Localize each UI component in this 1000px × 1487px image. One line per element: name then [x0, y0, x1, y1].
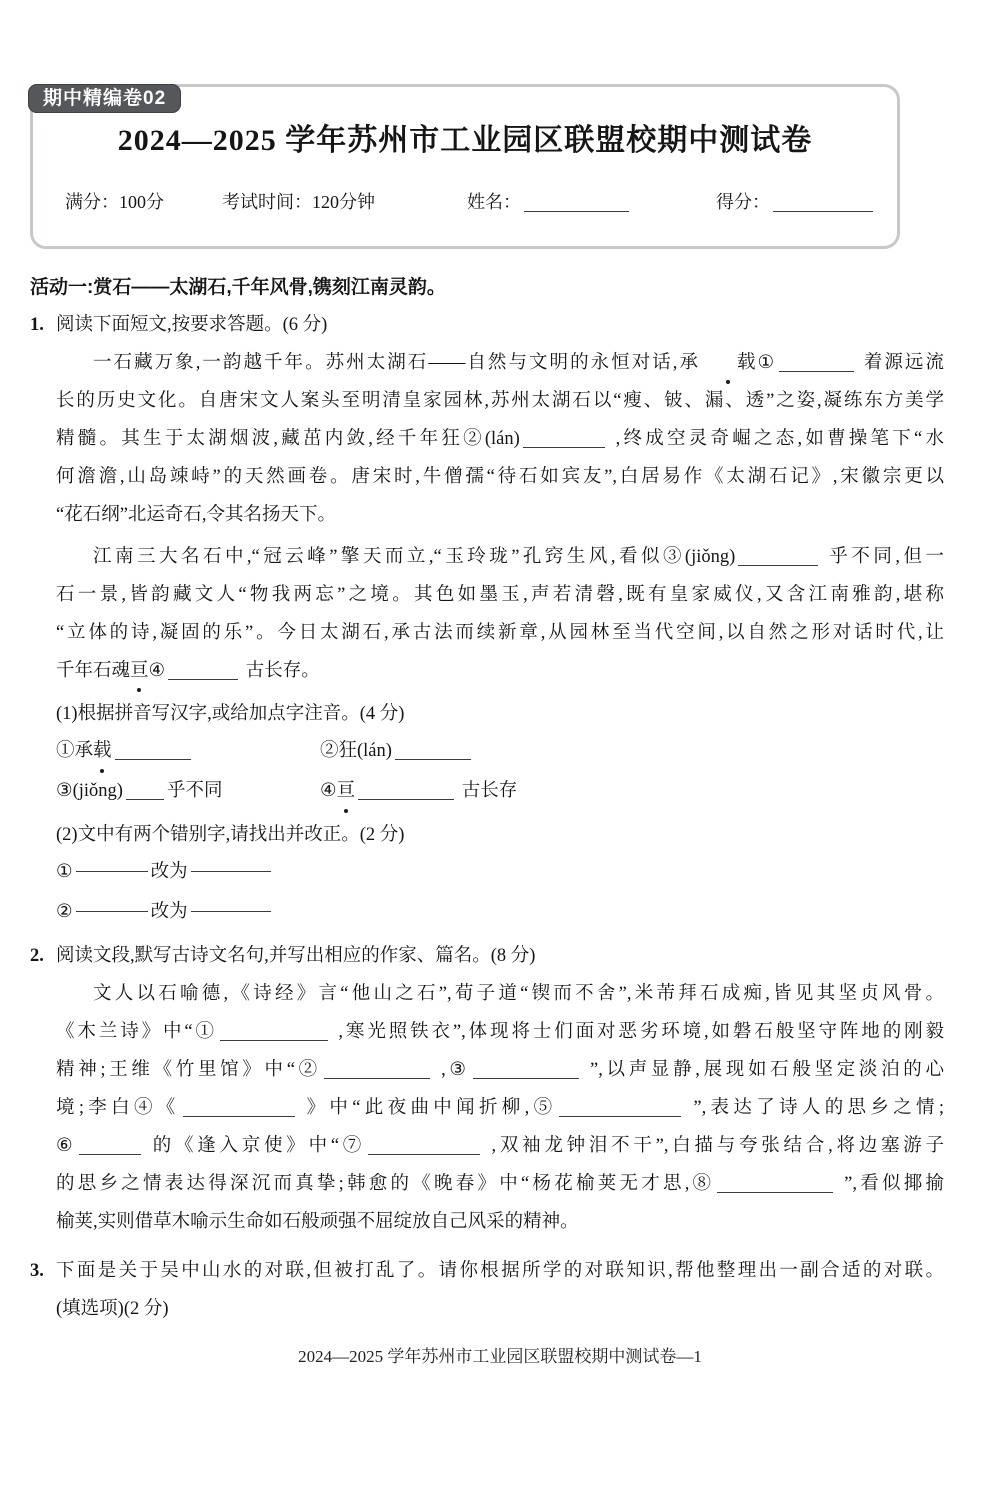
question-3-score-note: (填选项)(2 分): [56, 1299, 169, 1319]
text-run: ”,看似揶揄: [836, 1174, 944, 1194]
passage-line: [56, 344, 944, 382]
text-run: 的《逢入京使》中“⑦: [144, 1136, 366, 1156]
exam-time-label: 考试时间：120分钟: [222, 192, 375, 212]
answer-blank-line: [79, 1135, 141, 1155]
text-run: 精髓。其生于太湖烟波,藏茁内敛,经千年狂②(lán): [56, 429, 520, 449]
passage-line: [56, 1165, 944, 1203]
name-label: 姓名：: [467, 192, 521, 212]
text-run: 改为: [150, 902, 188, 922]
text-run: 江南三大名石中,“冠云峰”擎天而立,“玉玲珑”孔窍生风,看似③(jiǒng): [93, 547, 736, 567]
correction-row-1: [56, 852, 944, 892]
answer-blank-line: [76, 892, 148, 912]
question-3-number: 3.: [30, 1261, 44, 1281]
text-run: 古长存。: [241, 661, 320, 681]
text-run: 长的历史文化。自唐宋文人案头至明清皇家园林,苏州太湖石以“瘦、铍、漏、透”之姿,凝练东方美学: [56, 391, 944, 411]
answer-blank-line: [368, 1135, 480, 1155]
answer-blank-line: [168, 660, 238, 680]
passage-paragraph-2: [56, 538, 944, 690]
text-run: ,③: [432, 1060, 470, 1080]
passage-paragraph-1: [56, 344, 944, 534]
passage-line: [56, 576, 944, 614]
dotted-char: 亘: [337, 771, 356, 811]
text-run: ③(jiǒng): [56, 781, 123, 801]
dotted-char: 载: [93, 731, 112, 771]
text-run: 境;李白④《: [56, 1098, 180, 1118]
passage-line: [56, 1013, 944, 1051]
answer-blank-line: [115, 740, 191, 760]
passage-line: [56, 458, 944, 496]
exam-paper-page: [0, 84, 1000, 1487]
text-run: 着源远流: [857, 353, 944, 373]
text-run: 古长存: [457, 781, 518, 801]
text-run: ④: [148, 661, 166, 681]
text-run: 的思乡之情表达得深沉而真挚;韩愈的《晚春》中“杨花榆荚无才思,⑧: [56, 1174, 715, 1194]
text-run: ②狂(lán): [320, 741, 392, 761]
text-run: ,寒光照铁衣”,体现将士们面对恶劣环境,如磐石般坚守阵地的刚毅: [330, 1022, 944, 1042]
question-1-sub-1-stem: (1)根据拼音写汉字,或给加点字注音。(4 分): [56, 704, 405, 724]
question-2-text: 阅读文段,默写古诗文名句,并写出相应的作家、篇名。(8 分): [56, 946, 536, 966]
text-run: ①: [56, 862, 73, 882]
passage-line: [56, 652, 944, 690]
dotted-char: 载: [700, 344, 756, 382]
paper-header: [30, 84, 900, 249]
answer-blank-line: [738, 546, 818, 566]
question-1-number: 1.: [30, 315, 44, 335]
text-run: 精神;王维《竹里馆》中“②: [56, 1060, 321, 1080]
pinyin-item-1: [56, 731, 320, 771]
question-1-text: 阅读下面短文,按要求答题。(6 分): [56, 315, 328, 335]
answer-blank-line: [220, 1021, 328, 1041]
full-score-label: 满分：100分: [65, 192, 164, 212]
text-run: 《木兰诗》中“①: [56, 1022, 217, 1042]
text-run: 文人以石喻德,《诗经》言“他山之石”,荀子道“锲而不舍”,米芾拜石成痴,皆见其坚贞风骨。: [93, 984, 944, 1004]
score-field: [716, 189, 876, 215]
pinyin-answer-row-1: [56, 731, 944, 771]
text-run: 乎不同,但一: [821, 547, 944, 567]
answer-blank-line: [126, 780, 164, 800]
text-run: 一石藏万象,一韵越千年。苏州太湖石——自然与文明的永恒对话,承: [93, 353, 700, 373]
text-run: ,终成空灵奇崛之态,如曹操笔下“水: [607, 429, 944, 449]
question-2-passage: [56, 975, 944, 1241]
text-run: ②: [56, 902, 73, 922]
text-run: ①: [755, 353, 777, 373]
question-2-number: 2.: [30, 946, 44, 966]
dotted-char: 亘: [130, 652, 149, 690]
answer-blank-line: [779, 352, 854, 372]
text-run: ,双袖龙钟泪不干”,白描与夸张结合,将边塞游子: [483, 1136, 944, 1156]
passage-line: [56, 1089, 944, 1127]
question-1-stem: [30, 310, 944, 340]
correction-row-2: [56, 892, 944, 932]
passage-line: [56, 420, 944, 458]
text-run: 改为: [150, 862, 188, 882]
pinyin-answer-row-2: [56, 771, 944, 811]
answer-blank-line: [76, 852, 148, 872]
passage-line: [56, 538, 944, 576]
passage-line: [56, 1127, 944, 1165]
answer-blank-line: [523, 428, 605, 448]
name-field: [467, 189, 632, 215]
answer-blank-line: [717, 1173, 833, 1193]
passage-line: [56, 975, 944, 1013]
text-run: 乎不同: [166, 781, 223, 801]
pinyin-item-4: [320, 771, 517, 811]
answer-blank-line: [183, 1097, 295, 1117]
text-run: ⑥: [56, 1136, 77, 1156]
text-run: ”,表达了诗人的思乡之情;: [684, 1098, 945, 1118]
text-run: ④: [320, 781, 337, 801]
text-run: “立体的诗,凝固的乐”。今日太湖石,承古法而续新章,从园林至当代空间,以自然之形对话时代,让: [56, 623, 944, 643]
text-run: 千年石魂: [56, 661, 131, 681]
page-footer: 2024—2025 学年苏州市工业园区联盟校期中测试卷—1: [298, 1347, 702, 1366]
pinyin-item-2: [320, 731, 474, 771]
text-run: 》中“此夜曲中闻折柳,⑤: [297, 1098, 557, 1118]
question-2-stem: [30, 941, 944, 971]
passage-line: [56, 382, 944, 420]
pinyin-item-3: [56, 771, 320, 811]
name-blank-line: [524, 192, 629, 212]
passage-line: [56, 1051, 944, 1089]
paper-edition-badge: 期中精编卷02: [28, 84, 181, 113]
answer-blank-line: [358, 780, 454, 800]
passage-line: [56, 614, 944, 652]
answer-blank-line: [191, 852, 271, 872]
text-run: “花石纲”北运奇石,令其名扬天下。: [56, 505, 337, 525]
answer-blank-line: [395, 740, 471, 760]
passage-line: [56, 496, 944, 534]
score-blank-line: [773, 192, 873, 212]
answer-blank-line: [473, 1059, 579, 1079]
answer-blank-line: [191, 892, 271, 912]
text-run: 石一景,皆韵藏文人“物我两忘”之境。其色如墨玉,声若清磬,既有皇家威仪,又含江南雅韵,堪称: [56, 585, 944, 605]
answer-blank-line: [324, 1059, 430, 1079]
paper-title: 2024—2025 学年苏州市工业园区联盟校期中测试卷: [117, 124, 813, 157]
passage-line: [56, 1203, 944, 1241]
score-label: 得分：: [716, 192, 770, 212]
text-run: ”,以声显静,展现如石般坚定淡泊的心: [581, 1060, 944, 1080]
paper-content: [30, 275, 945, 1328]
activity-heading: 活动一:赏石——太湖石,千年风骨,镌刻江南灵韵。: [30, 277, 446, 298]
text-run: 何澹澹,山岛竦峙”的天然画卷。唐宋时,牛僧孺“待石如宾友”,白居易作《太湖石记》,宋徽宗更以: [56, 467, 944, 487]
exam-info-row: [65, 189, 865, 215]
question-3-text: 下面是关于吴中山水的对联,但被打乱了。请你根据所学的对联知识,帮他整理出一副合适的对联。: [56, 1261, 944, 1281]
text-run: 榆荚,实则借草木喻示生命如石般顽强不屈绽放自己风采的精神。: [56, 1212, 579, 1232]
question-3-stem: [30, 1252, 944, 1290]
question-1-sub-2-stem: (2)文中有两个错别字,请找出并改正。(2 分): [56, 825, 405, 845]
answer-blank-line: [559, 1097, 681, 1117]
text-run: ①承: [56, 741, 94, 761]
